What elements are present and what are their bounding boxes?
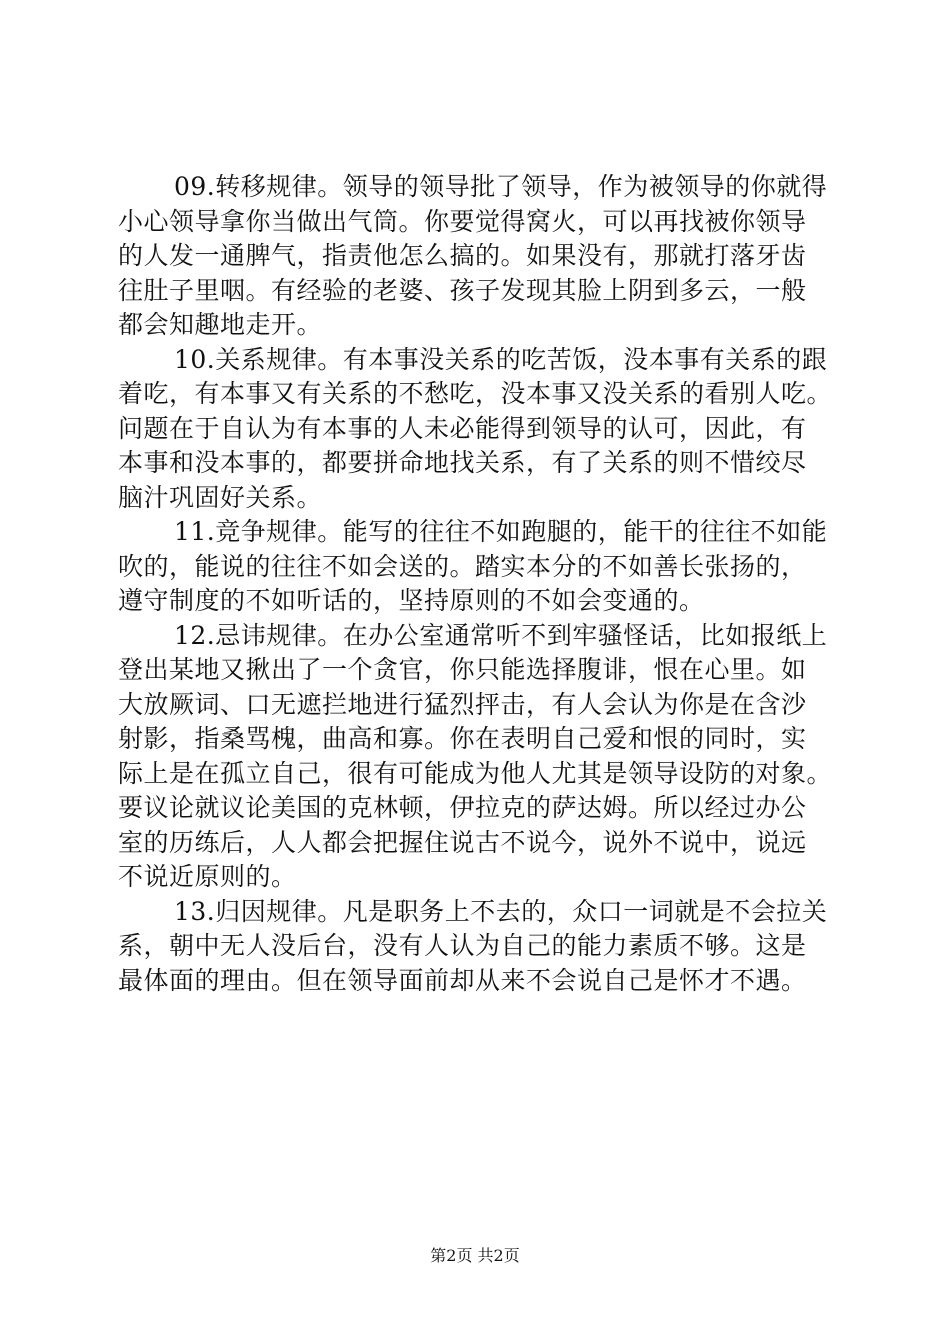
text-line: 室的历练后，人人都会把握住说古不说今，说外不说中，说远 [118, 827, 807, 857]
text-line: 本事和没本事的，都要拼命地找关系，有了关系的则不惜绞尽 [118, 448, 807, 477]
text-line: 吹的，能说的往往不如会送的。踏实本分的不如善长张扬的， [118, 551, 807, 581]
text-line: 往肚子里咽。有经验的老婆、孩子发现其脸上阴到多云，一般 [118, 275, 807, 305]
paragraph-attribution-rule [118, 895, 834, 999]
text-line: 13.归因规律。凡是职务上不去的，众口一词就是不会拉关 [174, 896, 828, 926]
text-line: 要议论就议论美国的克林顿，伊拉克的萨达姆。所以经过办公 [118, 793, 807, 822]
text-line: 着吃，有本事又有关系的不愁吃，没本事又没关系的看别人吃。 [118, 379, 833, 408]
text-line: 登出某地又揪出了一个贪官，你只能选择腹诽，恨在心里。如 [118, 655, 807, 684]
text-line: 系，朝中无人没后台，没有人认为自己的能力素质不够。这是 [118, 931, 807, 960]
text-line: 最体面的理由。但在领导面前却从来不会说自己是怀才不遇。 [118, 965, 807, 995]
paragraph-taboo-rule [118, 619, 834, 895]
paragraph-relationship-rule [118, 343, 834, 516]
text-line: 问题在于自认为有本事的人未必能得到领导的认可，因此，有 [118, 413, 807, 443]
text-line: 10.关系规律。有本事没关系的吃苦饭，没本事有关系的跟 [174, 344, 828, 374]
text-line: 射影，指桑骂槐，曲高和寡。你在表明自己爱和恨的同时，实 [118, 724, 807, 753]
text-line: 不说近原则的。 [118, 862, 297, 891]
text-line: 12.忌讳规律。在办公室通常听不到牢骚怪话，比如报纸上 [174, 620, 828, 650]
page-footer [0, 1246, 950, 1266]
paragraph-competition-rule [118, 515, 834, 619]
text-line: 的人发一通脾气，指责他怎么搞的。如果没有，那就打落牙齿 [118, 241, 807, 270]
text-line: 11.竞争规律。能写的往往不如跑腿的，能干的往往不如能 [174, 517, 828, 546]
paragraph-transfer-rule [118, 170, 834, 343]
page-number-label: 第2页 共2页 [430, 1246, 520, 1265]
document-body [118, 170, 834, 998]
text-line: 大放厥词、口无遮拦地进行猛烈抨击，有人会认为你是在含沙 [118, 689, 807, 719]
text-line: 小心领导拿你当做出气筒。你要觉得窝火，可以再找被你领导 [118, 206, 807, 236]
text-line: 09.转移规律。领导的领导批了领导，作为被领导的你就得 [174, 172, 828, 201]
text-line: 际上是在孤立自己，很有可能成为他人尤其是领导设防的对象。 [118, 758, 833, 788]
text-line: 脑汁巩固好关系。 [118, 482, 323, 512]
text-line: 都会知趣地走开。 [118, 310, 323, 339]
text-line: 遵守制度的不如听话的，坚持原则的不如会变通的。 [118, 586, 705, 615]
